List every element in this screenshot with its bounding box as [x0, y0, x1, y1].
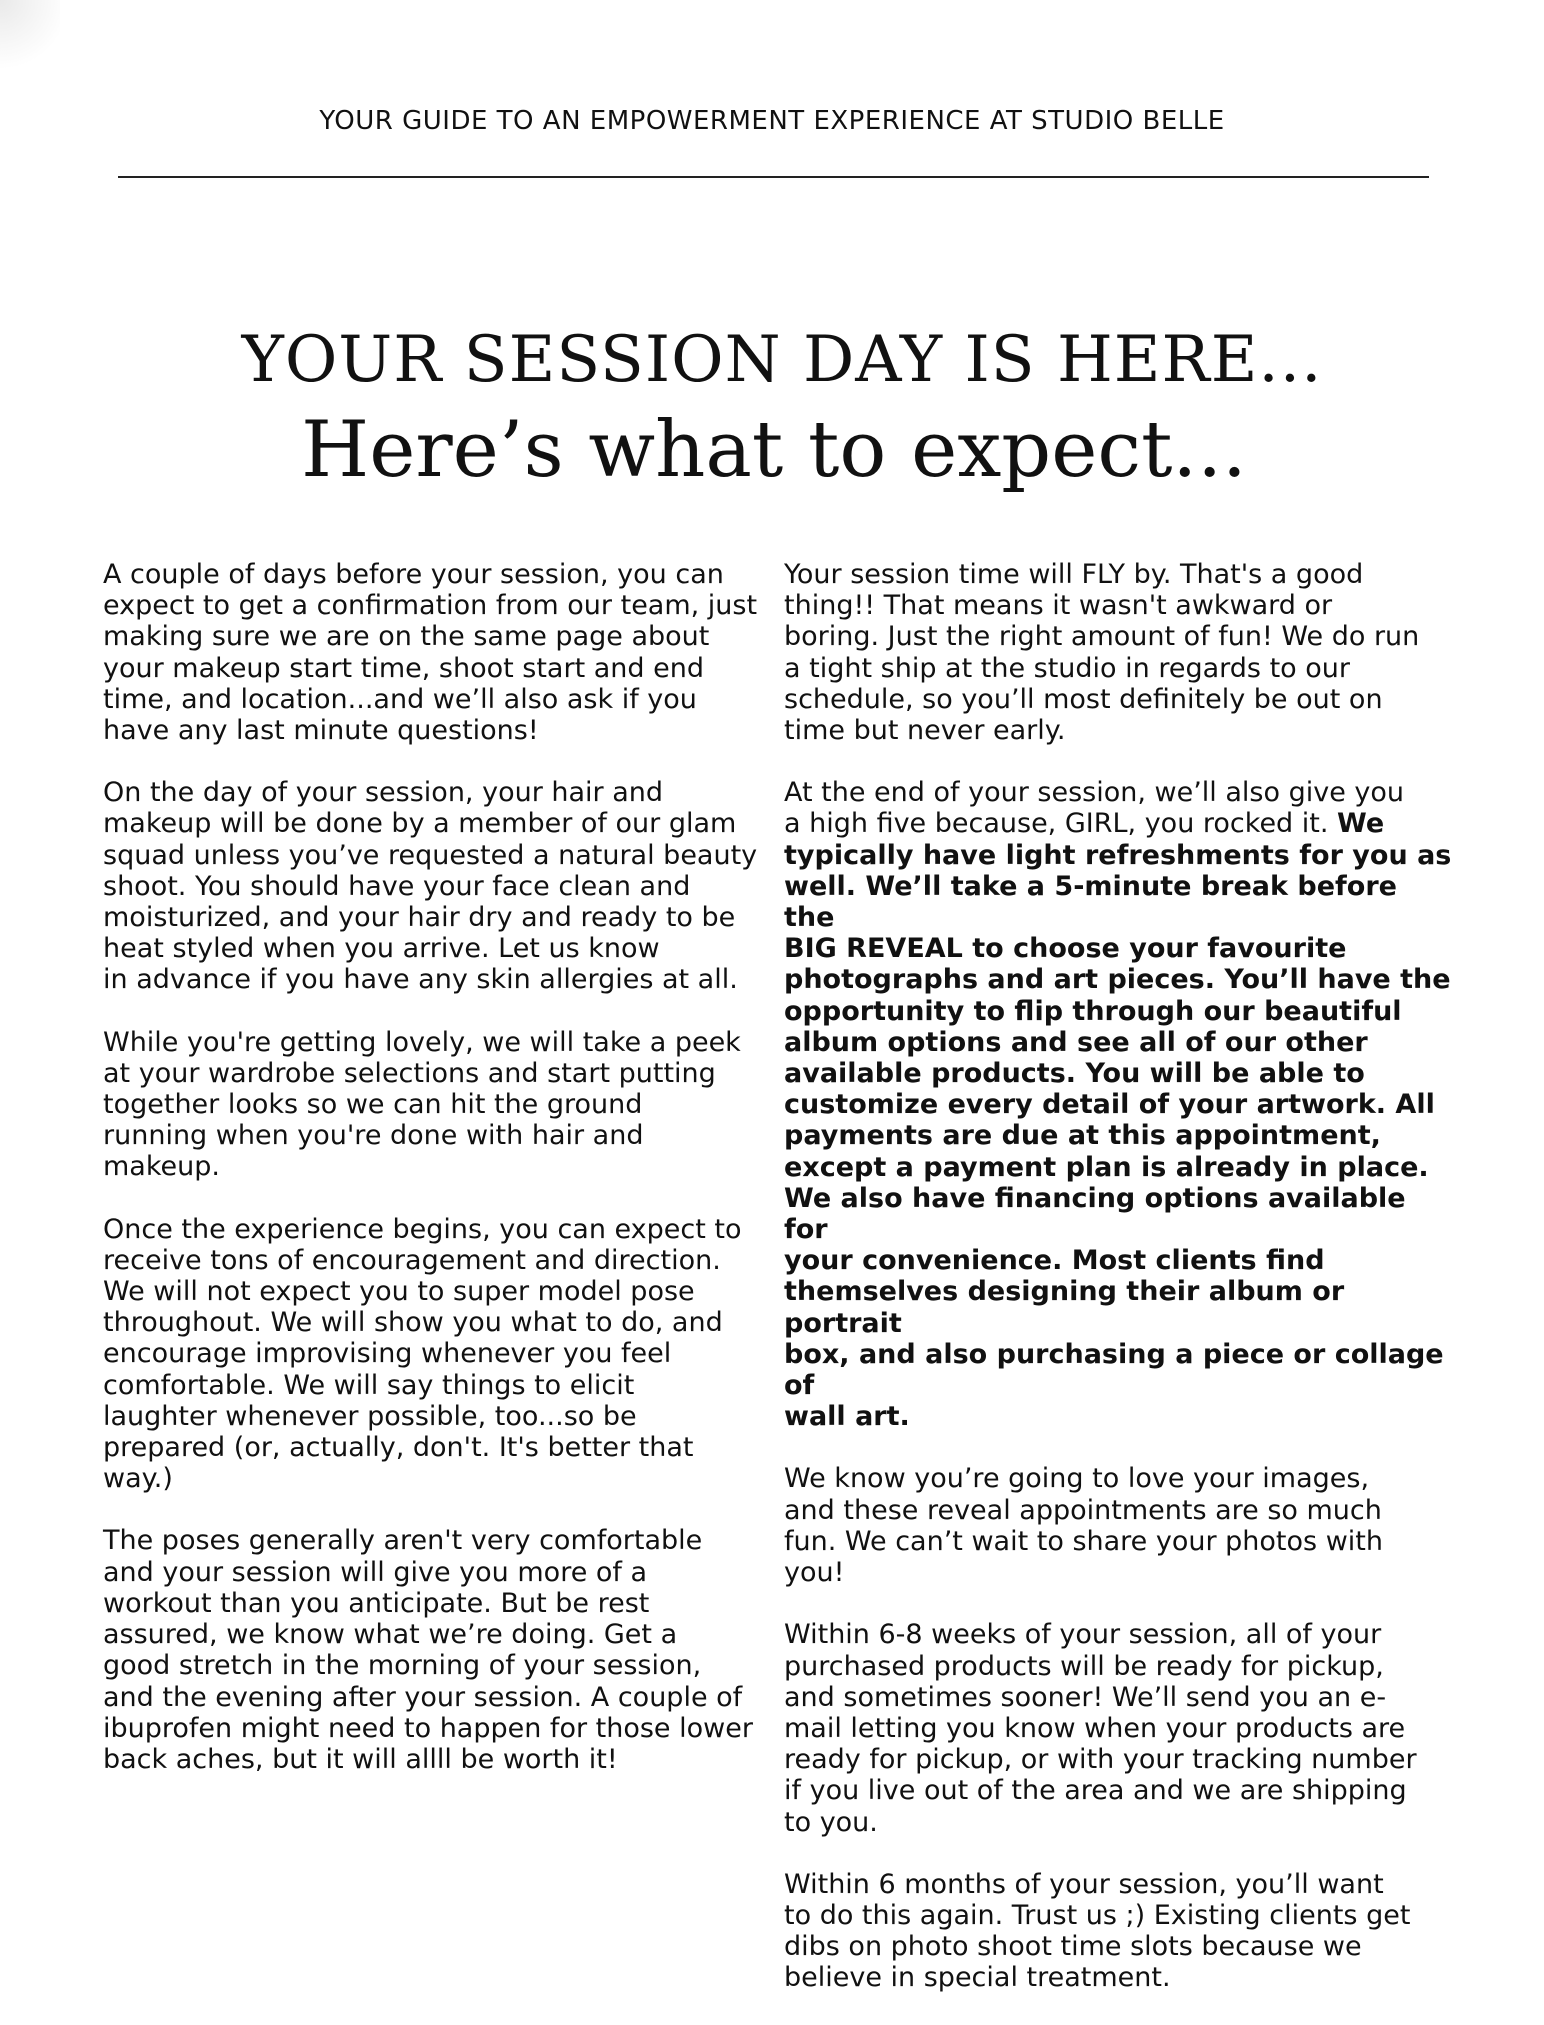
paragraph-session-time: Your session time will FLY by. That's a good thing!! That means it wasn't awkward or boring. Just the right amount of fun! We do run a tight ship at the studio in regards to our schedule, so you’ll most definitely be out on time but never early.	[784, 559, 1420, 747]
paragraph-pickup: Within 6-8 weeks of your session, all of your purchased products will be ready for pickup, and sometimes sooner! We’ll send you an e- mail letting you know when your products are ready for pickup, or with your tracking number if you live out of the area and we are shipping to you.	[784, 1619, 1417, 1838]
header-divider	[118, 176, 1429, 178]
paragraph-love-images: We know you’re going to love your images, and these reveal appointments are so much fun. We can’t wait to share your photos with you!	[784, 1463, 1383, 1589]
paragraph-six-months: Within 6 months of your session, you’ll want to do this again. Trust us ;) Existing clients get dibs on photo shoot time slots because we believe in special treatment.	[784, 1868, 1411, 1994]
paragraph-poses: The poses generally aren't very comfortable and your session will give you more of a workout than you anticipate. But be rest assured, we know what we’re doing. Get a good stretch in the morning of your session, and the evening after your session. A couple of ibuprofen might need to happen for those lower back aches, but it will allll be worth it!	[103, 1525, 753, 1775]
paragraph-confirmation: A couple of days before your session, you can expect to get a confirmation from our team, just making sure we are on the same page about your makeup start time, shoot start and end time, and location...and we’ll also ask if you have any last minute questions!	[103, 559, 758, 747]
page-title	[0, 318, 1544, 498]
page-corner-shadow	[0, 0, 60, 70]
left-column	[103, 559, 779, 1806]
reveal-bold-text: We typically have light refreshments for you as well. We’ll take a 5-minute break before the BIG REVEAL to choose your favourite photographs and art pieces. You’ll have the opportunity to flip through our beautiful album options and see all of our other available products. You will be able to customize every detail of your artwork. All payments are due at this appointment, except a payment plan is already in place. We also have financing options available for your convenience. Most clients find themselves designing their album or portrait box, and also purchasing a piece or collage of wall art.	[784, 808, 1452, 1433]
paragraph-wardrobe: While you're getting lovely, we will take a peek at your wardrobe selections and start putting together looks so we can hit the ground running when you're done with hair and makeup.	[103, 1026, 741, 1183]
right-column	[784, 559, 1454, 2025]
paragraph-experience: Once the experience begins, you can expect to receive tons of encouragement and direction. We will not expect you to super model pose throughout. We will show you what to do, and encourage improvising whenever you feel comfortable. We will say things to elicit laughter whenever possible, too...so be prepared (or, actually, don't. It's better that way.)	[103, 1213, 742, 1495]
title-line-1: YOUR SESSION DAY IS HERE...	[241, 323, 1323, 397]
reveal-intro-text: At the end of your session, we’ll also give you a high five because, GIRL, you rocked it.	[784, 777, 1405, 840]
title-line-2: Here’s what to expect...	[301, 405, 1247, 495]
page-header: YOUR GUIDE TO AN EMPOWERMENT EXPERIENCE AT STUDIO BELLE	[319, 106, 1225, 136]
paragraph-reveal	[784, 777, 1454, 1432]
paragraph-hair-makeup: On the day of your session, your hair and makeup will be done by a member of our glam squad unless you’ve requested a natural beauty shoot. You should have your face clean and moisturized, and your hair dry and ready to be heat styled when you arrive. Let us know in advance if you have any skin allergies at all.	[103, 777, 758, 996]
